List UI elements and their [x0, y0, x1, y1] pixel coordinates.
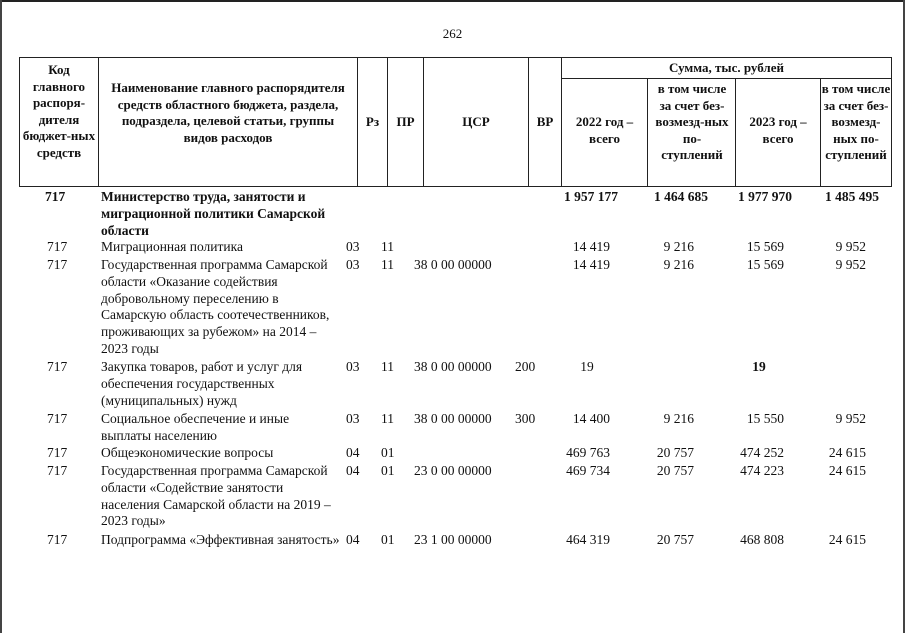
- cell-vr: 200: [515, 359, 536, 374]
- cell-2022: 464 319: [566, 532, 610, 547]
- cell-code: 717: [47, 411, 68, 426]
- cell-2022-free: 20 757: [656, 532, 694, 547]
- cell-name: Государственная программа Самарской области «Оказание содействия добровольному переселению в Самарскую область соотечественников, проживающих за рубежом» на 2014 – 2023 годы: [101, 257, 330, 356]
- cell-code: 717: [47, 359, 68, 374]
- header-label-sum: Сумма, тыс. рублей: [669, 60, 784, 75]
- cell-name: Миграционная политика: [101, 239, 243, 254]
- header-label-code: Код главного распоря-дителя бюджет-ных средств: [22, 62, 96, 160]
- cell-code: 717: [47, 239, 68, 254]
- header-label-name: Наименование главного распорядителя средств областного бюджета, раздела, подраздела, целевой статьи, группы видов расходов: [111, 80, 345, 145]
- cell-name: Подпрограмма «Эффективная занятость»: [101, 532, 340, 547]
- cell-rz: 03: [346, 239, 360, 254]
- cell-2022: 14 419: [572, 239, 610, 254]
- cell-2023-free: 9 952: [835, 257, 866, 272]
- cell-pr: 01: [381, 532, 395, 547]
- page-number: 262: [442, 26, 463, 41]
- cell-csr: 38 0 00 00000: [414, 359, 492, 374]
- cell-csr: 38 0 00 00000: [414, 257, 492, 272]
- header-label-2023-free: в том числе за счет без-возмезд-ных по-ступлений: [821, 81, 891, 162]
- header-label-2022-free: в том числе за счет без-возмезд-ных по-ступлений: [655, 81, 729, 162]
- cell-code: 717: [47, 532, 68, 547]
- cell-name: Социальное обеспечение и иные выплаты населению: [101, 411, 290, 443]
- cell-pr: 11: [381, 257, 394, 272]
- cell-2023-free: 1 485 495: [825, 189, 879, 204]
- cell-2023-free: 24 615: [828, 532, 866, 547]
- cell-csr: 23 1 00 00000: [414, 532, 492, 547]
- cell-2023: 15 569: [746, 239, 784, 254]
- cell-2022: 469 763: [566, 445, 610, 460]
- cell-csr: 38 0 00 00000: [414, 411, 492, 426]
- cell-vr: 300: [515, 411, 536, 426]
- cell-csr: 23 0 00 00000: [414, 463, 492, 478]
- cell-2022: 19: [580, 359, 594, 374]
- cell-2023: 474 223: [740, 463, 784, 478]
- cell-name: Министерство труда, занятости и миграционной политики Самарской области: [101, 189, 326, 238]
- cell-pr: 11: [381, 239, 394, 254]
- header-label-csr: ЦСР: [462, 114, 490, 129]
- cell-2023: 474 252: [740, 445, 784, 460]
- cell-2023-free: 24 615: [828, 463, 866, 478]
- cell-2022-free: 20 757: [656, 463, 694, 478]
- cell-2023-free: 9 952: [835, 239, 866, 254]
- header-label-2023: 2023 год – всего: [749, 114, 807, 146]
- header-label-pr: ПР: [396, 114, 415, 129]
- cell-2023-free: 9 952: [835, 411, 866, 426]
- cell-name: Государственная программа Самарской области «Содействие занятости населения Самарской области на 2019 – 2023 годы»: [101, 463, 331, 529]
- cell-2022-free: 9 216: [663, 257, 694, 272]
- header-label-2022: 2022 год – всего: [575, 114, 634, 146]
- cell-2023: 19: [752, 359, 766, 374]
- cell-name: Общеэкономические вопросы: [101, 445, 274, 460]
- cell-2023: 15 569: [746, 257, 784, 272]
- cell-rz: 04: [346, 445, 360, 460]
- cell-2022: 1 957 177: [564, 189, 618, 204]
- cell-rz: 04: [346, 532, 360, 547]
- cell-rz: 03: [346, 359, 360, 374]
- cell-pr: 11: [381, 359, 394, 374]
- cell-2022: 14 419: [572, 257, 610, 272]
- header-label-rz: Рз: [365, 114, 380, 129]
- cell-rz: 04: [346, 463, 360, 478]
- cell-pr: 11: [381, 411, 394, 426]
- cell-rz: 03: [346, 257, 360, 272]
- cell-2023: 15 550: [746, 411, 784, 426]
- cell-2023: 468 808: [740, 532, 784, 547]
- cell-2022: 469 734: [566, 463, 610, 478]
- cell-code: 717: [45, 189, 66, 204]
- header-label-vr: ВР: [536, 114, 554, 129]
- cell-code: 717: [47, 257, 68, 272]
- cell-2023-free: 24 615: [828, 445, 866, 460]
- cell-2022: 14 400: [572, 411, 610, 426]
- cell-2022-free: 9 216: [663, 411, 694, 426]
- cell-code: 717: [47, 445, 68, 460]
- cell-rz: 03: [346, 411, 360, 426]
- cell-2022-free: 9 216: [663, 239, 694, 254]
- cell-name: Закупка товаров, работ и услуг для обеспечения государственных (муниципальных) нужд: [101, 359, 303, 408]
- cell-code: 717: [47, 463, 68, 478]
- cell-2022-free: 20 757: [656, 445, 694, 460]
- cell-pr: 01: [381, 463, 395, 478]
- cell-pr: 01: [381, 445, 395, 460]
- cell-2022-free: 1 464 685: [654, 189, 708, 204]
- cell-2023: 1 977 970: [738, 189, 792, 204]
